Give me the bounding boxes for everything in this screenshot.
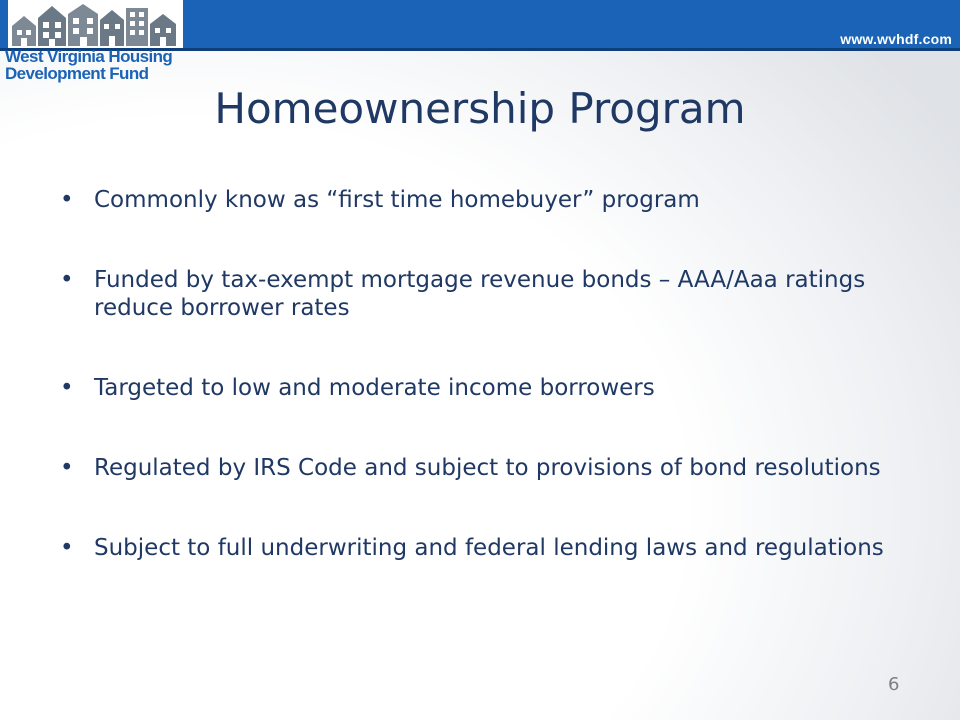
bullet-text: Subject to full underwriting and federal lending laws and regulations: [94, 535, 884, 561]
bullet-text: Targeted to low and moderate income borrowers: [94, 375, 655, 401]
bullet-text: Commonly know as “first time homebuyer” program: [94, 187, 700, 213]
bullet-item: [60, 266, 920, 322]
bullet-icon: •: [60, 267, 74, 293]
website-url[interactable]: www.wvhdf.com: [840, 31, 952, 47]
bullet-item: [60, 534, 920, 562]
houses-icon: [8, 0, 183, 48]
logo-line-2: Development Fund: [5, 64, 149, 83]
bullet-icon: •: [60, 535, 74, 561]
logo-line-1: West Virginia Housing: [5, 47, 173, 66]
bullet-text: Regulated by IRS Code and subject to provisions of bond resolutions: [94, 455, 881, 481]
wvhdf-logo: [0, 0, 200, 92]
bullet-item: [60, 186, 920, 214]
bullet-list: [60, 186, 920, 614]
bullet-item: [60, 374, 920, 402]
bullet-icon: •: [60, 187, 74, 213]
page-number: 6: [888, 674, 900, 695]
bullet-text: Funded by tax-exempt mortgage revenue bonds – AAA/Aaa ratings reduce borrower rates: [94, 267, 866, 321]
logo-wordmark: [5, 48, 205, 82]
bullet-icon: •: [60, 455, 74, 481]
bullet-icon: •: [60, 375, 74, 401]
bullet-item: [60, 454, 920, 482]
slide-title: Homeownership Program: [214, 84, 746, 133]
